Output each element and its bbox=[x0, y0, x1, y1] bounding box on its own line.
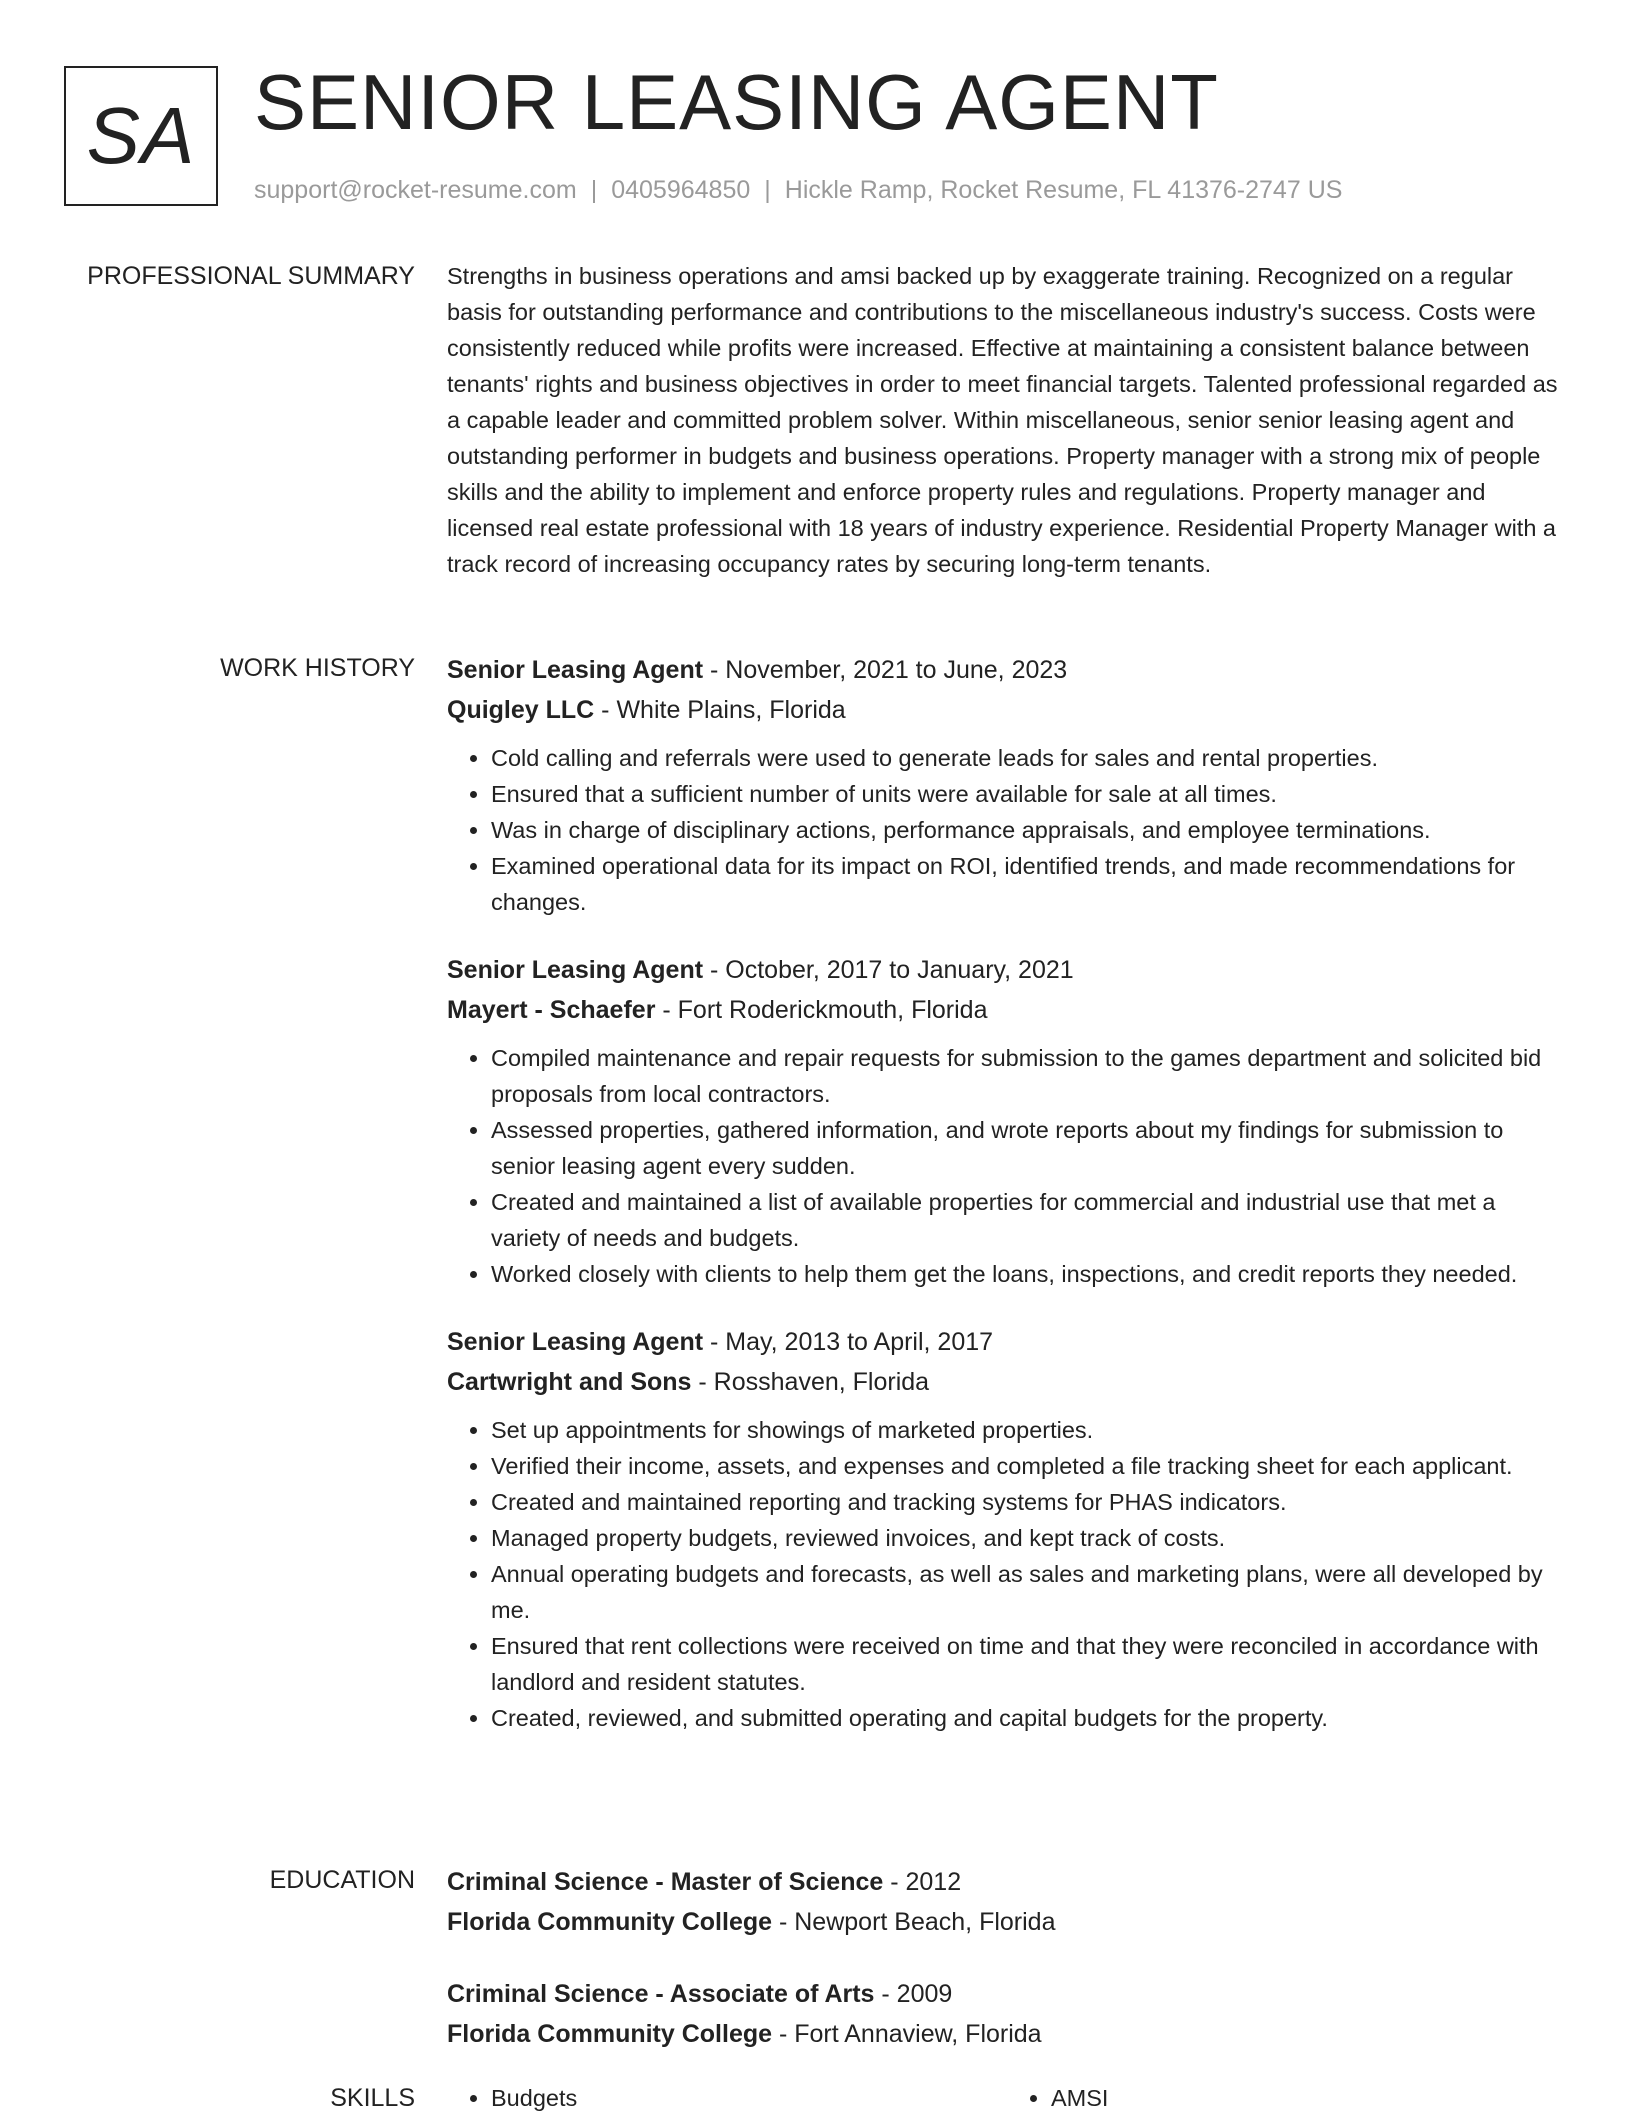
job-bullets bbox=[447, 1040, 1567, 1292]
job-company-line bbox=[447, 1362, 1567, 1402]
job-bullet: • Created and maintained a list of available properties for commercial and industrial use that met a variety of needs and budgets. bbox=[491, 1184, 1567, 1256]
education-entry bbox=[447, 1862, 1567, 1942]
contact-separator: | bbox=[764, 176, 771, 204]
education-content bbox=[447, 1862, 1567, 2086]
job-bullet: • Created and maintained reporting and tracking systems for PHAS indicators. bbox=[491, 1484, 1567, 1520]
job-bullet: • Annual operating budgets and forecasts, as well as sales and marketing plans, were all developed by me. bbox=[491, 1556, 1567, 1628]
section-label-work-history: WORK HISTORY bbox=[220, 654, 415, 682]
education-location: - Newport Beach, Florida bbox=[772, 1908, 1056, 1936]
job-entry bbox=[447, 650, 1567, 920]
education-year: - 2012 bbox=[883, 1868, 962, 1896]
education-school-line bbox=[447, 1902, 1567, 1942]
job-bullet: • Was in charge of disciplinary actions, performance appraisals, and employee terminations. bbox=[491, 812, 1567, 848]
job-bullet: • Cold calling and referrals were used to generate leads for sales and rental properties. bbox=[491, 740, 1567, 776]
section-label-education: EDUCATION bbox=[269, 1866, 415, 1894]
section-label-skills: SKILLS bbox=[330, 2084, 415, 2112]
job-bullet: • Worked closely with clients to help them get the loans, inspections, and credit reports they needed. bbox=[491, 1256, 1567, 1292]
job-company-line bbox=[447, 690, 1567, 730]
job-title: Senior Leasing Agent bbox=[447, 656, 704, 684]
education-degree-line bbox=[447, 1974, 1567, 2014]
job-location: - Fort Roderickmouth, Florida bbox=[655, 996, 988, 1024]
resume-title: SENIOR LEASING AGENT bbox=[254, 58, 1219, 146]
job-bullet: • Assessed properties, gathered information, and wrote reports about my findings for submission to senior leasing agent every sudden. bbox=[491, 1112, 1567, 1184]
monogram-logo bbox=[64, 66, 218, 206]
job-company-line bbox=[447, 990, 1567, 1030]
job-title: Senior Leasing Agent bbox=[447, 1328, 704, 1356]
education-school: Florida Community College bbox=[447, 2020, 773, 2048]
skills-list-left bbox=[447, 2080, 1007, 2116]
job-bullet: • Ensured that a sufficient number of units were available for sale at all times. bbox=[491, 776, 1567, 812]
job-title-line bbox=[447, 950, 1567, 990]
job-bullets bbox=[447, 1412, 1567, 1736]
skills-list-right bbox=[1007, 2080, 1567, 2116]
contact-phone[interactable]: 0405964850 bbox=[611, 176, 751, 204]
contact-address: Hickle Ramp, Rocket Resume, FL 41376-2747 US bbox=[784, 176, 1343, 204]
job-title-line bbox=[447, 1322, 1567, 1362]
job-dates: - May, 2013 to April, 2017 bbox=[703, 1328, 994, 1356]
education-year: - 2009 bbox=[874, 1980, 953, 2008]
education-entry bbox=[447, 1974, 1567, 2054]
job-bullet: • Created, reviewed, and submitted operating and capital budgets for the property. bbox=[491, 1700, 1567, 1736]
contact-email[interactable]: support@rocket-resume.com bbox=[254, 176, 577, 204]
contact-line bbox=[254, 174, 1342, 206]
job-bullet: • Managed property budgets, reviewed invoices, and kept track of costs. bbox=[491, 1520, 1567, 1556]
job-bullets bbox=[447, 740, 1567, 920]
job-company: Quigley LLC bbox=[447, 696, 595, 724]
job-bullet: • Examined operational data for its impact on ROI, identified trends, and made recommendations for changes. bbox=[491, 848, 1567, 920]
summary-text: Strengths in business operations and amsi backed up by exaggerate training. Recognized on a regular basis for outstanding performance and contributions to the miscellaneous industry's success. Costs were consistently reduced while profits were increased. Effective at maintaining a consistent balance between tenants' rights and business objectives in order to meet financial targets. Talented professional regarded as a capable leader and committed problem solver. Within miscellaneous, senior senior leasing agent and outstanding performer in budgets and business operations. Property manager with a strong mix of people skills and the ability to implement and enforce property rules and regulations. Property manager and licensed real estate professional with 18 years of industry experience. Residential Property Manager with a track record of increasing occupancy rates by securing long-term tenants. bbox=[447, 263, 1558, 577]
job-bullet: • Verified their income, assets, and expenses and completed a file tracking sheet for each applicant. bbox=[491, 1448, 1567, 1484]
job-location: - Rosshaven, Florida bbox=[691, 1368, 930, 1396]
contact-separator: | bbox=[590, 176, 598, 204]
job-entry bbox=[447, 1322, 1567, 1736]
job-dates: - October, 2017 to January, 2021 bbox=[703, 956, 1074, 984]
section-label-summary: PROFESSIONAL SUMMARY bbox=[87, 262, 415, 290]
job-entry bbox=[447, 950, 1567, 1292]
job-dates: - November, 2021 to June, 2023 bbox=[703, 656, 1068, 684]
job-bullet: • Set up appointments for showings of marketed properties. bbox=[491, 1412, 1567, 1448]
job-bullet: • Compiled maintenance and repair requests for submission to the games department and solicited bid proposals from local contractors. bbox=[491, 1040, 1567, 1112]
job-title-line bbox=[447, 650, 1567, 690]
education-degree: Criminal Science - Associate of Arts bbox=[447, 1980, 875, 2008]
skills-content bbox=[447, 2080, 1567, 2116]
education-school: Florida Community College bbox=[447, 1908, 773, 1936]
job-company: Cartwright and Sons bbox=[447, 1368, 692, 1396]
education-location: - Fort Annaview, Florida bbox=[772, 2020, 1042, 2048]
monogram-initials: SA bbox=[86, 91, 196, 180]
job-bullet: • Ensured that rent collections were received on time and that they were reconciled in accordance with landlord and resident statutes. bbox=[491, 1628, 1567, 1700]
education-school-line bbox=[447, 2014, 1567, 2054]
summary-content bbox=[447, 258, 1567, 582]
education-degree: Criminal Science - Master of Science bbox=[447, 1868, 884, 1896]
job-title: Senior Leasing Agent bbox=[447, 956, 704, 984]
education-degree-line bbox=[447, 1862, 1567, 1902]
skill-item: • AMSI bbox=[1051, 2080, 1567, 2116]
skill-item: • Budgets bbox=[491, 2080, 1007, 2116]
job-company: Mayert - Schaefer bbox=[447, 996, 656, 1024]
work-history-content bbox=[447, 650, 1567, 1766]
job-location: - White Plains, Florida bbox=[594, 696, 846, 724]
